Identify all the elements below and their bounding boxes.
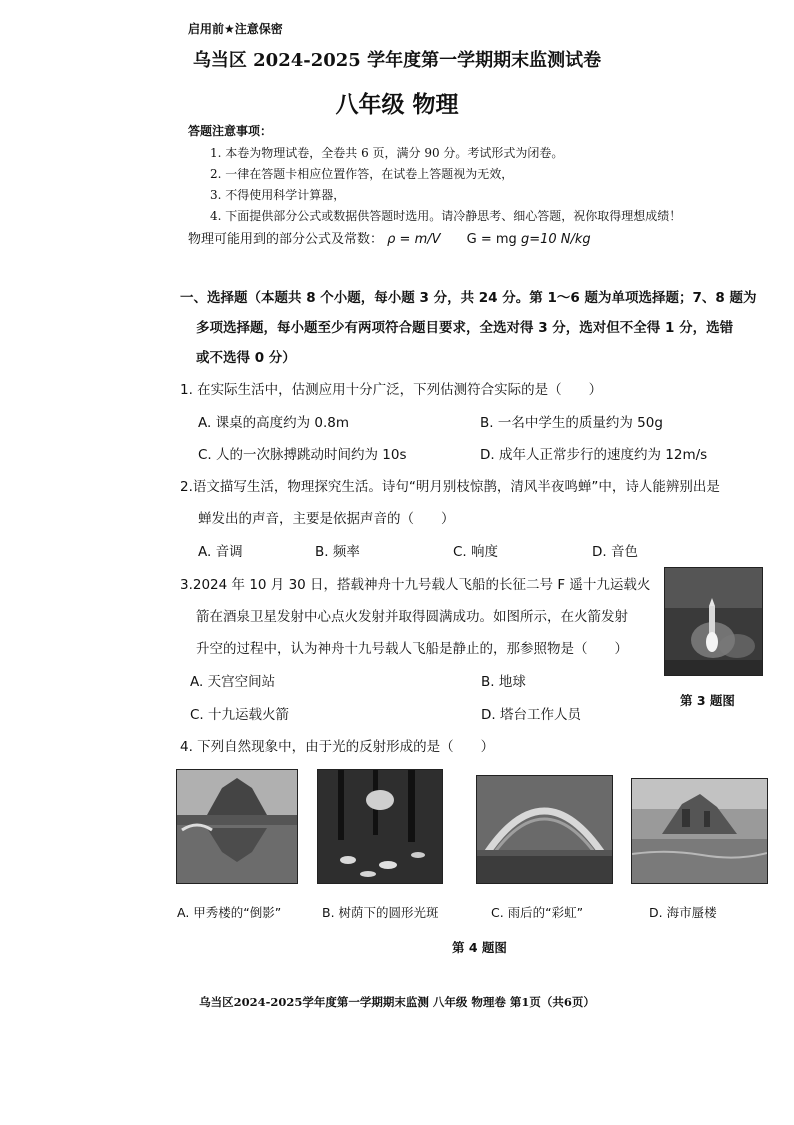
question-3-option-b: B. 地球 [481, 674, 526, 690]
exam-subject: 八年级 物理 [335, 91, 459, 118]
mirage-photo-d [631, 778, 768, 884]
question-3-stem-line3: 升空的过程中，认为神舟十九号载人飞船是静止的，那参照物是（ ） [196, 641, 628, 657]
question-2-stem-line1: 2.语文描写生活，物理探究生活。诗句“明月别枝惊鹊，清风半夜鸣蝉”中，诗人能辨别出是 [180, 479, 720, 495]
light-spot-photo-b [317, 769, 443, 884]
density-formula: ρ = m/V [387, 232, 441, 247]
figure-4-caption-c: C. 雨后的“彩虹” [491, 905, 584, 920]
question-2-option-c: C. 响度 [453, 544, 499, 560]
rainbow-photo-c [476, 775, 613, 884]
exam-title: 乌当区 2024-2025 学年度第一学期期末监测试卷 [192, 50, 602, 71]
figure-4-caption-a: A. 甲秀楼的“倒影” [177, 905, 282, 920]
gravity-constant: g=10 N/kg [520, 232, 591, 247]
question-2-option-d: D. 音色 [592, 544, 638, 560]
question-2-option-a: A. 音调 [198, 544, 243, 560]
question-3-stem-line1: 3.2024 年 10 月 30 日，搭载神舟十九号载人飞船的长征二号 F 遥十九运载火 [180, 577, 651, 593]
question-1-option-b: B. 一名中学生的质量约为 50g [480, 415, 663, 431]
question-3-option-c: C. 十九运载火箭 [190, 707, 290, 723]
question-3-stem-line2: 箭在酒泉卫星发射中心点火发射并取得圆满成功。如图所示，在火箭发射 [196, 609, 628, 625]
figure-4-caption: 第 4 题图 [452, 940, 507, 955]
rocket-launch-photo [664, 567, 763, 676]
question-3-option-d: D. 塔台工作人员 [481, 707, 581, 723]
reflection-photo-a [176, 769, 298, 884]
confidential-label: 启用前★注意保密 [188, 22, 283, 36]
question-2-stem-line2: 蝉发出的声音，主要是依据声音的（ ） [198, 511, 455, 527]
question-1-option-d: D. 成年人正常步行的速度约为 12m/s [480, 447, 708, 463]
figure-4-caption-b: B. 树荫下的圆形光斑 [322, 905, 439, 920]
page-footer: 乌当区2024-2025学年度第一学期期末监测 八年级 物理卷 第1页（共6页） [199, 995, 595, 1009]
question-3-option-a: A. 天宫空间站 [190, 674, 276, 690]
question-1-option-a: A. 课桌的高度约为 0.8m [198, 415, 349, 431]
question-1-stem: 1. 在实际生活中，估测应用十分广泛，下列估测符合实际的是（ ） [180, 382, 603, 398]
notice-item-2: 2. 一律在答题卡相应位置作答，在试卷上答题视为无效， [210, 167, 514, 181]
notice-item-4: 4. 下面提供部分公式或数据供答题时选用。请冷静思考、细心答题，祝你取得理想成绩！ [210, 209, 682, 223]
figure-3-caption: 第 3 题图 [680, 693, 735, 708]
formula-label: 物理可能用到的部分公式及常数： [188, 232, 384, 247]
section1-line2: 多项选择题，每小题至少有两项符合题目要求，全选对得 3 分，选对但不全得 1 分，选错 [196, 320, 734, 336]
notice-heading: 答题注意事项： [188, 124, 273, 138]
notice-item-3: 3. 不得使用科学计算器， [210, 188, 346, 202]
section1-line3: 或不选得 0 分） [196, 350, 296, 366]
section1-line1: 一、选择题（本题共 8 个小题，每小题 3 分，共 24 分。第 1～6 题为单项选择题；7、8 题为 [180, 290, 757, 306]
question-1-option-c: C. 人的一次脉搏跳动时间约为 10s [198, 447, 407, 463]
question-2-option-b: B. 频率 [315, 544, 360, 560]
formula-line [188, 228, 591, 247]
figure-4-caption-d: D. 海市蜃楼 [649, 905, 717, 920]
notice-item-1: 1. 本卷为物理试卷，全卷共 6 页，满分 90 分。考试形式为闭卷。 [210, 146, 564, 160]
question-4-stem: 4. 下列自然现象中，由于光的反射形成的是（ ） [180, 739, 495, 755]
gravity-formula: G = mg [466, 232, 517, 247]
